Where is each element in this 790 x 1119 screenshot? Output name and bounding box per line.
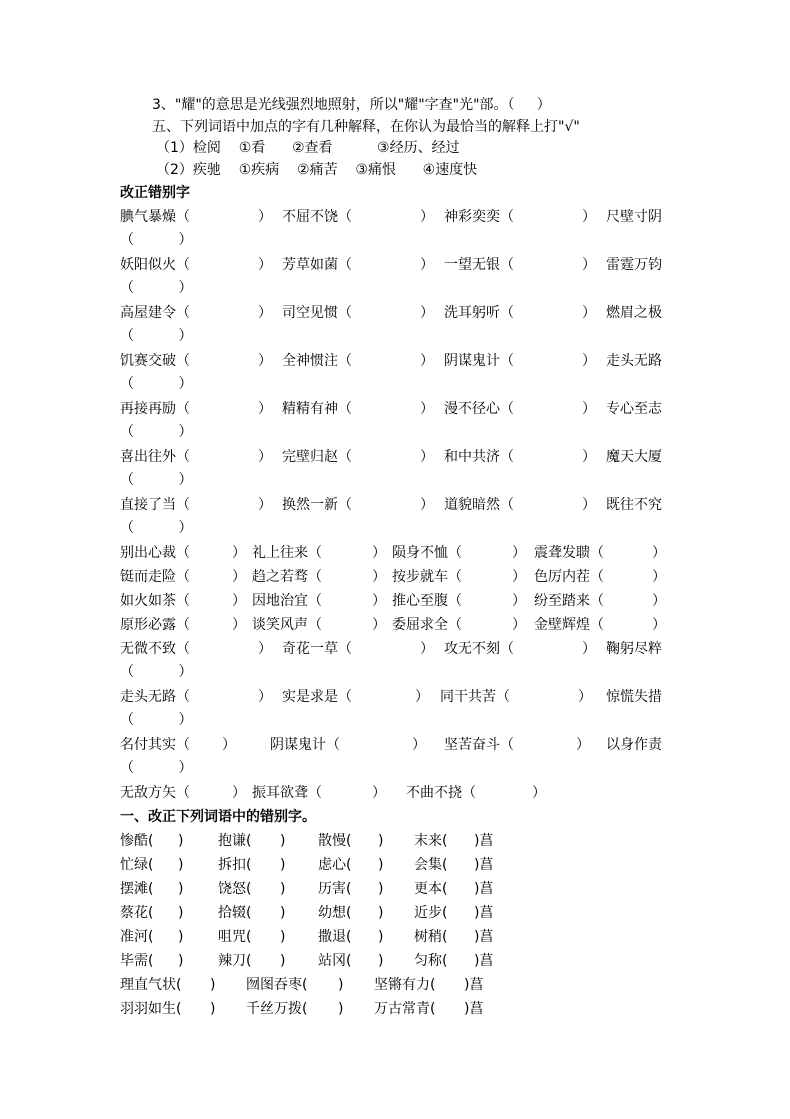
answer-bracket: ） bbox=[512, 569, 526, 585]
answer-bracket: ） bbox=[532, 785, 546, 801]
answer-bracket: ） bbox=[420, 497, 434, 513]
term-cell: 奇花一草（ bbox=[282, 641, 352, 657]
term-cell: 按步就车（ bbox=[392, 569, 462, 585]
answer-bracket: ） bbox=[578, 689, 592, 705]
answer-bracket: ） bbox=[232, 617, 246, 633]
term-cell: 换然一新（ bbox=[282, 497, 352, 513]
answer-bracket: ) bbox=[178, 905, 184, 921]
term-cell: 芳草如菌（ bbox=[282, 257, 352, 273]
term-cell: 精精有神（ bbox=[282, 401, 352, 417]
answer-bracket: ） bbox=[652, 617, 666, 633]
word-cell: 准河( bbox=[120, 929, 154, 945]
answer-bracket: ) bbox=[338, 977, 344, 993]
term-cell: 不曲不挠（ bbox=[406, 785, 476, 801]
answer-bracket: ） bbox=[258, 449, 272, 465]
term-cell: 直接了当（ bbox=[120, 497, 190, 513]
term-cell: 金壁辉煌（ bbox=[534, 617, 604, 633]
answer-bracket: ） bbox=[232, 569, 246, 585]
answer-bracket: ） bbox=[512, 593, 526, 609]
answer-bracket: ） bbox=[258, 401, 272, 417]
answer-bracket: ) bbox=[338, 1001, 344, 1017]
term-cell: 谈笑风声（ bbox=[252, 617, 322, 633]
term-cell: 洗耳躬听（ bbox=[444, 305, 514, 321]
term-cell: 委屈求全（ bbox=[392, 617, 462, 633]
answer-bracket: ） bbox=[582, 449, 596, 465]
answer-bracket: ） bbox=[372, 545, 386, 561]
answer-bracket-wrapped: （ ） bbox=[120, 664, 193, 680]
answer-bracket-wrapped: （ ） bbox=[120, 760, 193, 776]
idiom-cell: 千丝万拨( bbox=[246, 1001, 308, 1017]
answer-bracket: ） bbox=[512, 617, 526, 633]
word-cell: 末来( bbox=[414, 833, 448, 849]
idiom-cell: 理直气状( bbox=[120, 977, 182, 993]
answer-bracket: ) bbox=[280, 929, 286, 945]
answer-bracket: ) bbox=[280, 953, 286, 969]
term-cell: 推心至腹（ bbox=[392, 593, 462, 609]
word-cell: 散慢( bbox=[318, 833, 352, 849]
term-cell: 惊慌失措 bbox=[606, 689, 662, 705]
term-cell: 不屈不饶（ bbox=[282, 209, 352, 225]
term-cell: 雷霆万钧 bbox=[606, 257, 662, 273]
answer-bracket: ) bbox=[280, 857, 286, 873]
word-cell: 历害( bbox=[318, 881, 352, 897]
answer-bracket: ) bbox=[378, 857, 384, 873]
term-cell: 和中共济（ bbox=[444, 449, 514, 465]
word-cell: 辣刀( bbox=[218, 953, 252, 969]
word-cell: 更本( bbox=[414, 881, 448, 897]
answer-bracket-wrapped: （ ） bbox=[120, 280, 193, 296]
answer-bracket: ） bbox=[232, 593, 246, 609]
term-cell: 高屋建令（ bbox=[120, 305, 190, 321]
answer-bracket: ） bbox=[258, 641, 272, 657]
answer-bracket: ） bbox=[222, 737, 236, 753]
term-cell: 鞠躬尽粹 bbox=[606, 641, 662, 657]
answer-bracket: ) bbox=[178, 953, 184, 969]
term-cell: 同干共苦（ bbox=[440, 689, 510, 705]
word-cell: 蔡花( bbox=[120, 905, 154, 921]
answer-bracket-wrapped: （ ） bbox=[120, 328, 193, 344]
answer-bracket-wrapped: （ ） bbox=[120, 520, 193, 536]
term-cell: 攻无不刻（ bbox=[444, 641, 514, 657]
word-cell: 咀咒( bbox=[218, 929, 252, 945]
answer-bracket: ） bbox=[582, 401, 596, 417]
term-cell: 原形必露（ bbox=[120, 617, 190, 633]
answer-bracket: ） bbox=[582, 305, 596, 321]
answer-bracket: ） bbox=[420, 449, 434, 465]
word-cell: 站冈( bbox=[318, 953, 352, 969]
term-cell: 神彩奕奕（ bbox=[444, 209, 514, 225]
term-cell: 以身作责 bbox=[606, 737, 662, 753]
term-cell: 名付其实（ bbox=[120, 737, 190, 753]
answer-bracket: ） bbox=[420, 305, 434, 321]
term-cell: 妖阳似火（ bbox=[120, 257, 190, 273]
answer-bracket: ） bbox=[420, 401, 434, 417]
answer-bracket: )菖 bbox=[474, 953, 494, 969]
term-cell: 专心至志 bbox=[606, 401, 662, 417]
term-cell: 阴谋鬼计（ bbox=[444, 353, 514, 369]
term-cell: 陨身不恤（ bbox=[392, 545, 462, 561]
term-cell: 完壁归赵（ bbox=[282, 449, 352, 465]
term-cell: 色厉内茬（ bbox=[534, 569, 604, 585]
word-cell: 会集( bbox=[414, 857, 448, 873]
answer-bracket: ) bbox=[378, 953, 384, 969]
answer-bracket: ） bbox=[652, 569, 666, 585]
answer-bracket: )菖 bbox=[464, 977, 484, 993]
answer-bracket: ) bbox=[378, 833, 384, 849]
idiom-cell: 坚锵有力( bbox=[374, 977, 436, 993]
idiom-cell: 囫图吞枣( bbox=[246, 977, 308, 993]
answer-bracket-wrapped: （ ） bbox=[120, 712, 193, 728]
word-cell: 拾辍( bbox=[218, 905, 252, 921]
question-5-title: 五、下列词语中加点的字有几种解释，在你认为最恰当的解释上打"√" bbox=[152, 119, 580, 135]
section-title-correct-typos: 改正错别字 bbox=[120, 185, 190, 201]
answer-bracket: ) bbox=[280, 905, 286, 921]
answer-bracket: )菖 bbox=[474, 905, 494, 921]
answer-bracket: ) bbox=[378, 881, 384, 897]
word-cell: 幼想( bbox=[318, 905, 352, 921]
term-cell: 道貌暗然（ bbox=[444, 497, 514, 513]
answer-bracket: ） bbox=[258, 497, 272, 513]
question-5-item-2: （2）疾驰 ①疾病 ②痛苦 ③痛恨 ④速度快 bbox=[156, 162, 478, 178]
term-cell: 震聋发聩（ bbox=[534, 545, 604, 561]
term-cell: 振耳欲聋（ bbox=[252, 785, 322, 801]
answer-bracket: ） bbox=[412, 737, 426, 753]
word-cell: 树稍( bbox=[414, 929, 448, 945]
answer-bracket: ） bbox=[232, 785, 246, 801]
term-cell: 别出心裁（ bbox=[120, 545, 190, 561]
answer-bracket: ） bbox=[372, 617, 386, 633]
answer-bracket: ） bbox=[232, 545, 246, 561]
term-cell: 燃眉之极 bbox=[606, 305, 662, 321]
answer-bracket: ) bbox=[210, 977, 216, 993]
question-5-item-1: （1）检阅 ①看 ②查看 ③经历、经过 bbox=[156, 140, 460, 156]
word-cell: 虑心( bbox=[318, 857, 352, 873]
idiom-cell: 羽羽如生( bbox=[120, 1001, 182, 1017]
answer-bracket: ） bbox=[258, 689, 272, 705]
answer-bracket: ） bbox=[420, 641, 434, 657]
word-cell: 近步( bbox=[414, 905, 448, 921]
term-cell: 阴谋鬼计（ bbox=[270, 737, 340, 753]
word-cell: 拆扣( bbox=[218, 857, 252, 873]
term-cell: 喜出往外（ bbox=[120, 449, 190, 465]
term-cell: 再接再励（ bbox=[120, 401, 190, 417]
answer-bracket: ） bbox=[258, 257, 272, 273]
answer-bracket: ) bbox=[378, 929, 384, 945]
term-cell: 司空见惯（ bbox=[282, 305, 352, 321]
term-cell: 铤而走险（ bbox=[120, 569, 190, 585]
answer-bracket: )菖 bbox=[464, 1001, 484, 1017]
answer-bracket: ） bbox=[258, 305, 272, 321]
term-cell: 尺壁寸阴 bbox=[606, 209, 662, 225]
term-cell: 无微不致（ bbox=[120, 641, 190, 657]
term-cell: 因地治宜（ bbox=[252, 593, 322, 609]
answer-bracket: ) bbox=[178, 833, 184, 849]
answer-bracket: ) bbox=[178, 929, 184, 945]
answer-bracket: )菖 bbox=[474, 857, 494, 873]
term-cell: 一望无银（ bbox=[444, 257, 514, 273]
term-cell: 趋之若骛（ bbox=[252, 569, 322, 585]
answer-bracket: ) bbox=[178, 881, 184, 897]
word-cell: 抱谦( bbox=[218, 833, 252, 849]
answer-bracket: ） bbox=[512, 545, 526, 561]
answer-bracket-wrapped: （ ） bbox=[120, 472, 193, 488]
answer-bracket: ） bbox=[582, 641, 596, 657]
idiom-cell: 万古常青( bbox=[374, 1001, 436, 1017]
answer-bracket: ） bbox=[372, 785, 386, 801]
term-cell: 腆气暴燥（ bbox=[120, 209, 190, 225]
term-cell: 魔天大厦 bbox=[606, 449, 662, 465]
answer-bracket: ) bbox=[378, 905, 384, 921]
word-cell: 匀称( bbox=[414, 953, 448, 969]
section-title-fix-words: 一、改正下列词语中的错别字。 bbox=[120, 809, 316, 825]
answer-bracket: ) bbox=[178, 857, 184, 873]
word-cell: 撒退( bbox=[318, 929, 352, 945]
term-cell: 无敌方矢（ bbox=[120, 785, 190, 801]
answer-bracket: ） bbox=[652, 545, 666, 561]
term-cell: 如火如茶（ bbox=[120, 593, 190, 609]
answer-bracket: ） bbox=[582, 497, 596, 513]
term-cell: 漫不径心（ bbox=[444, 401, 514, 417]
word-cell: 饶怒( bbox=[218, 881, 252, 897]
term-cell: 礼上往来（ bbox=[252, 545, 322, 561]
term-cell: 既往不究 bbox=[606, 497, 662, 513]
word-cell: 忙绿( bbox=[120, 857, 154, 873]
answer-bracket: ） bbox=[420, 209, 434, 225]
answer-bracket: ） bbox=[420, 257, 434, 273]
word-cell: 毕需( bbox=[120, 953, 154, 969]
answer-bracket: ） bbox=[415, 689, 429, 705]
answer-bracket: )菖 bbox=[474, 929, 494, 945]
term-cell: 纷至踏来（ bbox=[534, 593, 604, 609]
term-cell: 饥赛交破（ bbox=[120, 353, 190, 369]
answer-bracket: ） bbox=[652, 593, 666, 609]
answer-bracket: ） bbox=[372, 593, 386, 609]
answer-bracket: ） bbox=[582, 209, 596, 225]
term-cell: 全神惯注（ bbox=[282, 353, 352, 369]
answer-bracket: ） bbox=[420, 353, 434, 369]
term-cell: 实是求是（ bbox=[282, 689, 352, 705]
answer-bracket: ） bbox=[576, 737, 590, 753]
answer-bracket: ） bbox=[258, 209, 272, 225]
term-cell: 走头无路 bbox=[606, 353, 662, 369]
answer-bracket: )菖 bbox=[474, 833, 494, 849]
term-cell: 走头无路（ bbox=[120, 689, 190, 705]
answer-bracket: )菖 bbox=[474, 881, 494, 897]
word-cell: 摆滩( bbox=[120, 881, 154, 897]
answer-bracket: ） bbox=[372, 569, 386, 585]
answer-bracket: ） bbox=[582, 257, 596, 273]
answer-bracket: ） bbox=[582, 353, 596, 369]
answer-bracket-wrapped: （ ） bbox=[120, 376, 193, 392]
answer-bracket-wrapped: （ ） bbox=[120, 424, 193, 440]
answer-bracket: ） bbox=[258, 353, 272, 369]
answer-bracket: ) bbox=[280, 833, 286, 849]
answer-bracket: ) bbox=[280, 881, 286, 897]
term-cell: 坚苦奋斗（ bbox=[444, 737, 514, 753]
answer-bracket-wrapped: （ ） bbox=[120, 232, 193, 248]
answer-bracket: ) bbox=[210, 1001, 216, 1017]
question-3: 3、"耀"的意思是光线强烈地照射，所以"耀"字查"光"部。（ ） bbox=[152, 97, 551, 113]
word-cell: 惨酷( bbox=[120, 833, 154, 849]
